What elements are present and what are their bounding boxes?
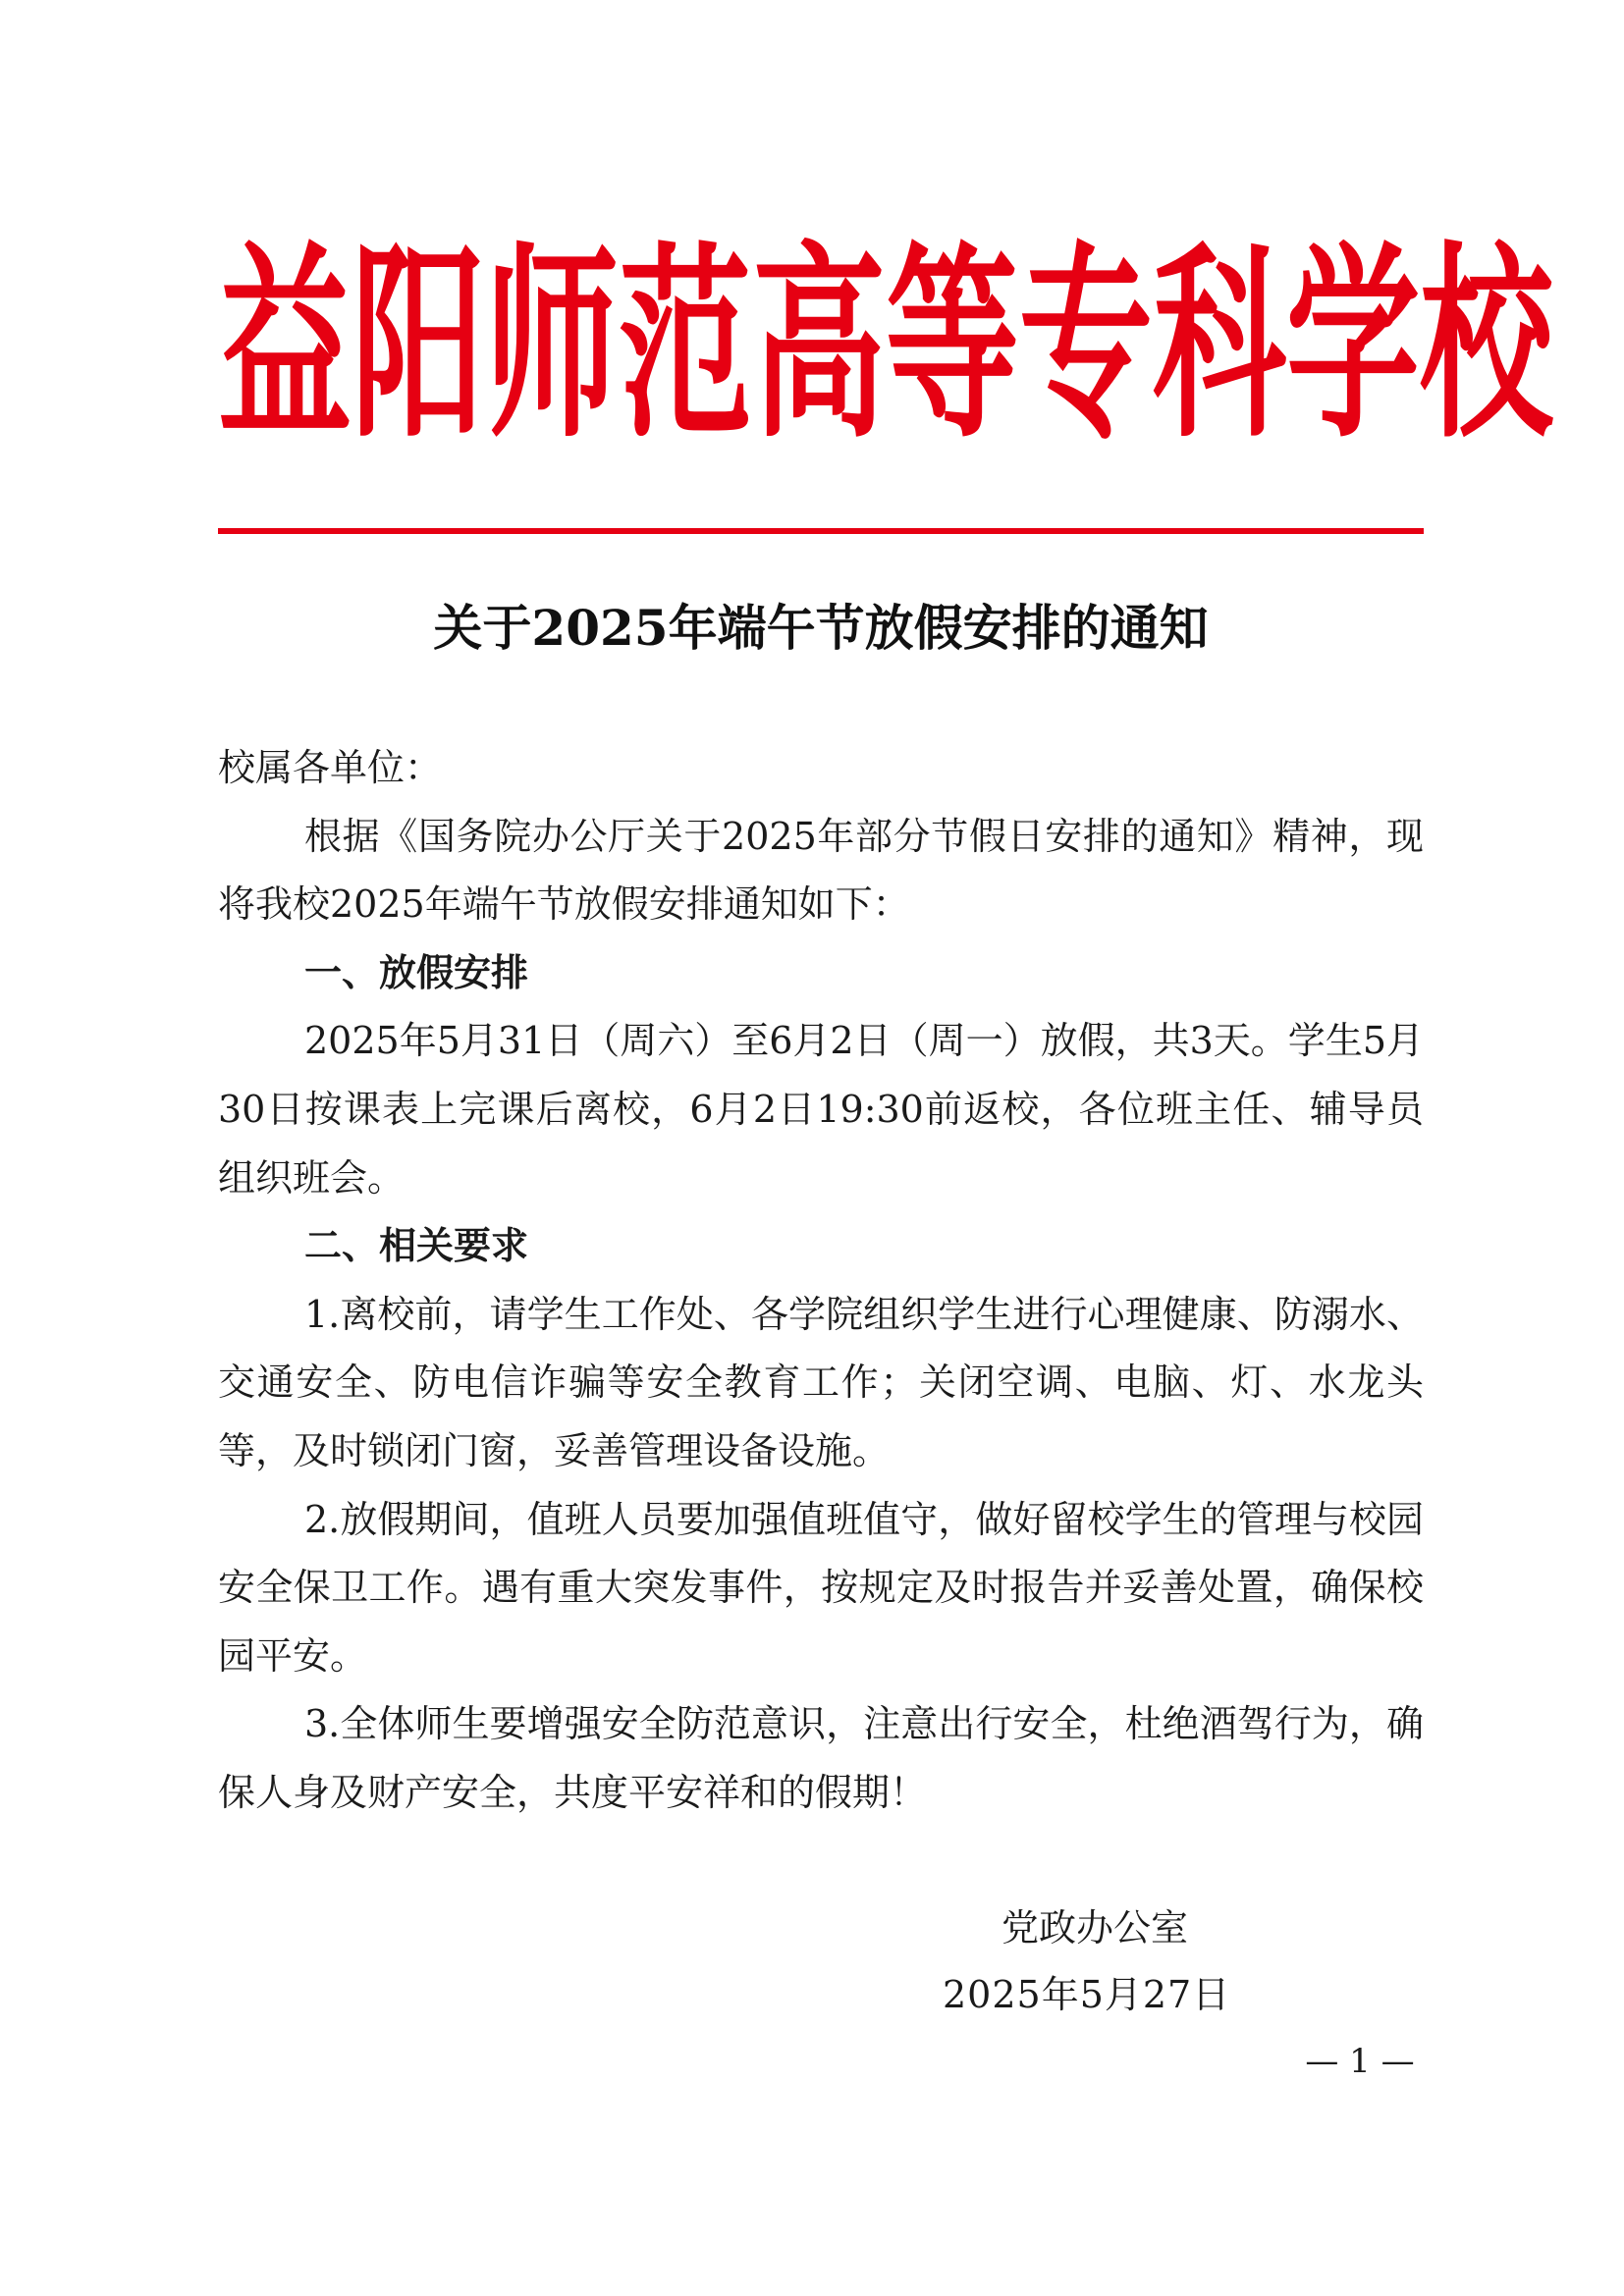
issue-date: 2025年5月27日 [943, 1973, 1231, 2016]
notice-title: 关于2025年端午节放假安排的通知 [433, 599, 1209, 657]
red-divider-line [218, 528, 1424, 534]
notice-body [218, 734, 1424, 1828]
section-heading-holiday: 一、放假安排 [304, 950, 529, 994]
intro-paragraph: 根据《国务院办公厅关于2025年部分节假日安排的通知》精神，现将我校2025年端午节放假安排通知如下： [218, 814, 1424, 927]
section-heading-requirements: 二、相关要求 [304, 1224, 529, 1268]
holiday-paragraph: 2025年5月31日（周六）至6月2日（周一）放假，共3天。学生5月30日按课表上完课后离校，6月2日19:30前返校，各位班主任、辅导员组织班会。 [218, 1019, 1424, 1200]
masthead-text: 益阳师范高等专科学校 [218, 226, 1553, 467]
requirement-item-2: 2.放假期间，值班人员要加强值班值守，做好留校学生的管理与校园安全保卫工作。遇有重大突发事件，按规定及时报告并妥善处置，确保校园平安。 [218, 1497, 1424, 1678]
page-number: — 1 — [1305, 2042, 1415, 2081]
issuer-name: 党政办公室 [1001, 1906, 1189, 1949]
requirement-item-3: 3.全体师生要增强安全防范意识，注意出行安全，杜绝酒驾行为，确保人身及财产安全，共度平安祥和的假期！ [218, 1702, 1424, 1814]
salutation: 校属各单位： [218, 746, 443, 789]
signature-block [943, 1895, 1316, 2028]
requirement-item-1: 1.离校前，请学生工作处、各学院组织学生进行心理健康、防溺水、交通安全、防电信诈骗等安全教育工作；关闭空调、电脑、灯、水龙头等，及时锁闭门窗，妥善管理设备设施。 [218, 1292, 1424, 1472]
school-masthead [218, 226, 1553, 467]
